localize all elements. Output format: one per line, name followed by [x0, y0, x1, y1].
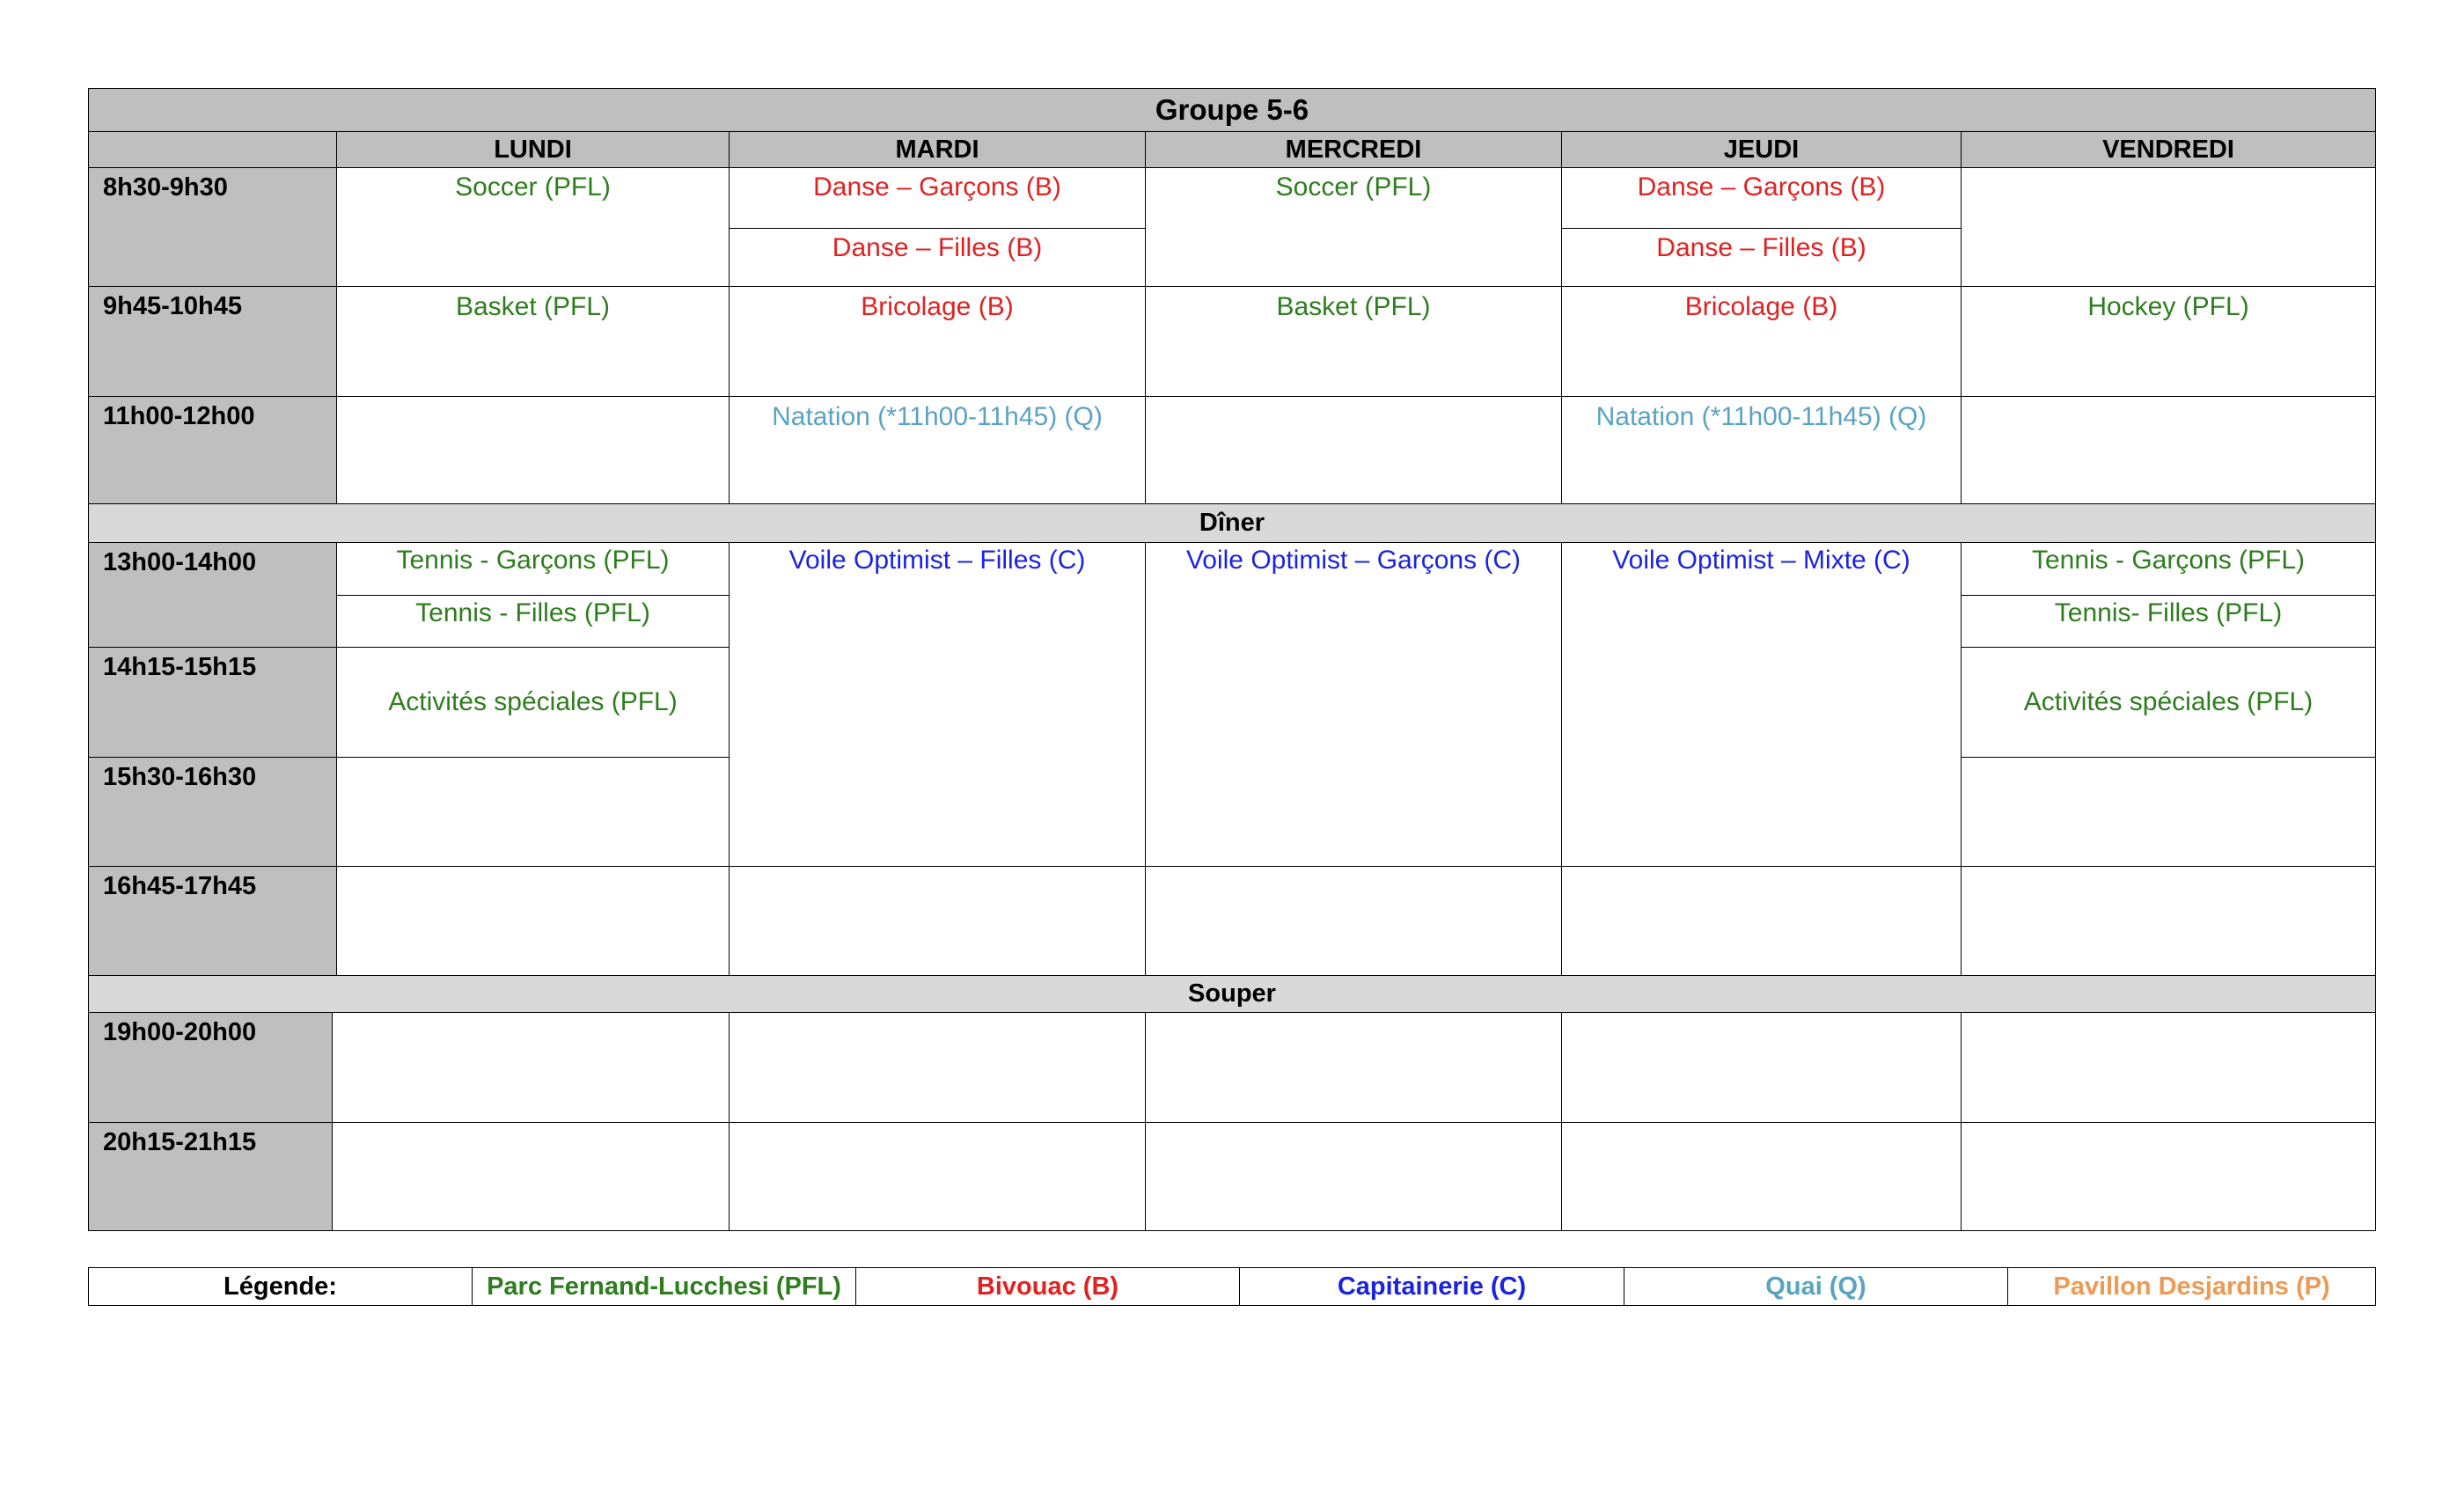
time-label: 16h45-17h45: [103, 872, 257, 900]
slot-mercredi-1900: [1145, 1012, 1562, 1123]
time-slot-1300: [88, 542, 337, 648]
slot-mercredi-pm: [1145, 542, 1562, 867]
legend-item: Pavillon Desjardins (P): [2053, 1272, 2330, 1301]
time-label: 11h00-12h00: [103, 402, 255, 430]
activity-label: Soccer (PFL): [1275, 172, 1432, 202]
slot-vendredi-1300-b: [1961, 595, 2376, 648]
day-header-jeudi: [1561, 131, 1962, 168]
break-souper: [88, 975, 2376, 1013]
slot-jeudi-0830-b: [1561, 228, 1962, 287]
slot-vendredi-2015: [1961, 1122, 2376, 1231]
slot-mardi-0945: [729, 286, 1146, 397]
activity-label: Basket (PFL): [1276, 292, 1431, 321]
day-header-mercredi: [1145, 131, 1562, 168]
activity-label: Bricolage (B): [861, 292, 1014, 321]
schedule-title-bar: [88, 88, 2376, 132]
activity-label: Tennis - Filles (PFL): [415, 598, 650, 627]
slot-vendredi-1300-a: [1961, 542, 2376, 596]
slot-lundi-0830: [336, 167, 730, 287]
slot-mercredi-0945: [1145, 286, 1562, 397]
break-label: Dîner: [1199, 509, 1265, 537]
activity-label: Natation (*11h00-11h45) (Q): [1595, 402, 1927, 431]
activity-label: Danse – Filles (B): [832, 233, 1043, 262]
slot-mercredi-1100: [1145, 396, 1562, 504]
activity-label: Bricolage (B): [1684, 292, 1838, 321]
slot-vendredi-0945: [1961, 286, 2376, 397]
activity-label: Voile Optimist – Mixte (C): [1612, 546, 1910, 575]
slot-mardi-1645: [729, 866, 1146, 976]
activity-label: Voile Optimist – Garçons (C): [1185, 546, 1522, 575]
slot-jeudi-1645: [1561, 866, 1962, 976]
legend-quai: [1624, 1267, 2008, 1306]
slot-lundi-1300-a: [336, 542, 730, 596]
slot-lundi-1300-b: [336, 595, 730, 648]
slot-vendredi-1415: [1961, 647, 2376, 758]
slot-jeudi-1100: [1561, 396, 1962, 504]
legend-bivouac: [855, 1267, 1240, 1306]
slot-jeudi-pm: [1561, 542, 1962, 867]
legend-item: Bivouac (B): [976, 1272, 1119, 1301]
slot-vendredi-1100: [1961, 396, 2376, 504]
time-label: 19h00-20h00: [103, 1018, 257, 1046]
slot-lundi-1645: [336, 866, 730, 976]
header-corner: [88, 131, 337, 168]
activity-label: Activités spéciales (PFL): [388, 687, 678, 716]
slot-lundi-1530: [336, 757, 730, 867]
schedule-title: Groupe 5-6: [1155, 93, 1309, 126]
slot-mardi-1100: [729, 396, 1146, 504]
time-label: 13h00-14h00: [103, 548, 257, 576]
slot-jeudi-0830-a: [1561, 167, 1962, 229]
slot-mardi-1900: [729, 1012, 1146, 1123]
legend-item: Parc Fernand-Lucchesi (PFL): [487, 1272, 841, 1301]
time-label: 9h45-10h45: [103, 292, 242, 320]
slot-lundi-2015: [332, 1122, 730, 1231]
day-header-mardi: [729, 131, 1146, 168]
activity-label: Hockey (PFL): [2087, 292, 2249, 321]
day-label: JEUDI: [1723, 135, 1800, 164]
activity-label: Basket (PFL): [455, 292, 611, 321]
activity-label: Danse – Garçons (B): [1637, 172, 1886, 202]
time-slot-1415: [88, 647, 337, 758]
activity-label: Danse – Garçons (B): [813, 172, 1061, 202]
legend-item: Capitainerie (C): [1337, 1272, 1527, 1301]
slot-vendredi-1900: [1961, 1012, 2376, 1123]
slot-mardi-0830-b: [729, 228, 1146, 287]
time-label: 8h30-9h30: [103, 173, 228, 202]
time-label: 14h15-15h15: [103, 653, 257, 681]
activity-label: Tennis - Garçons (PFL): [396, 546, 670, 575]
legend-pavillon: [2007, 1267, 2376, 1306]
time-slot-1645: [88, 866, 337, 976]
activity-label: Tennis- Filles (PFL): [2054, 598, 2283, 627]
slot-mercredi-2015: [1145, 1122, 1562, 1231]
slot-lundi-1100: [336, 396, 730, 504]
day-header-lundi: [336, 131, 730, 168]
slot-vendredi-1645: [1961, 866, 2376, 976]
break-label: Souper: [1188, 979, 1276, 1008]
day-label: MERCREDI: [1285, 135, 1422, 164]
day-header-vendredi: [1961, 131, 2376, 168]
time-slot-1530: [88, 757, 337, 867]
activity-label: Activités spéciales (PFL): [2023, 687, 2314, 716]
legend-label: Légende:: [224, 1272, 337, 1301]
slot-lundi-1900: [332, 1012, 730, 1123]
time-label: 20h15-21h15: [103, 1128, 257, 1156]
slot-jeudi-2015: [1561, 1122, 1962, 1231]
activity-label: Tennis - Garçons (PFL): [2031, 546, 2306, 575]
slot-mercredi-1645: [1145, 866, 1562, 976]
slot-lundi-1415: [336, 647, 730, 758]
legend-capitainerie: [1239, 1267, 1624, 1306]
time-slot-1100: [88, 396, 337, 504]
day-label: MARDI: [895, 135, 979, 164]
time-label: 15h30-16h30: [103, 763, 257, 791]
time-slot-0830: [88, 167, 337, 287]
time-slot-2015: [88, 1122, 333, 1231]
slot-vendredi-0830: [1961, 167, 2376, 287]
activity-label: Soccer (PFL): [455, 172, 611, 202]
time-slot-1900: [88, 1012, 333, 1123]
legend-item: Quai (Q): [1765, 1272, 1866, 1301]
day-label: VENDREDI: [2102, 135, 2234, 164]
break-diner: [88, 503, 2376, 543]
activity-label: Natation (*11h00-11h45) (Q): [772, 402, 1103, 431]
activity-label: Danse – Filles (B): [1656, 233, 1866, 262]
time-slot-0945: [88, 286, 337, 397]
slot-jeudi-1900: [1561, 1012, 1962, 1123]
slot-mardi-pm: [729, 542, 1146, 867]
legend-pfl: [472, 1267, 856, 1306]
slot-mardi-2015: [729, 1122, 1146, 1231]
slot-mardi-0830-a: [729, 167, 1146, 229]
slot-mercredi-0830: [1145, 167, 1562, 287]
slot-vendredi-1530: [1961, 757, 2376, 867]
slot-jeudi-0945: [1561, 286, 1962, 397]
slot-lundi-0945: [336, 286, 730, 397]
activity-label: Voile Optimist – Filles (C): [788, 546, 1086, 575]
legend-label-cell: [88, 1267, 473, 1306]
day-label: LUNDI: [494, 135, 572, 164]
